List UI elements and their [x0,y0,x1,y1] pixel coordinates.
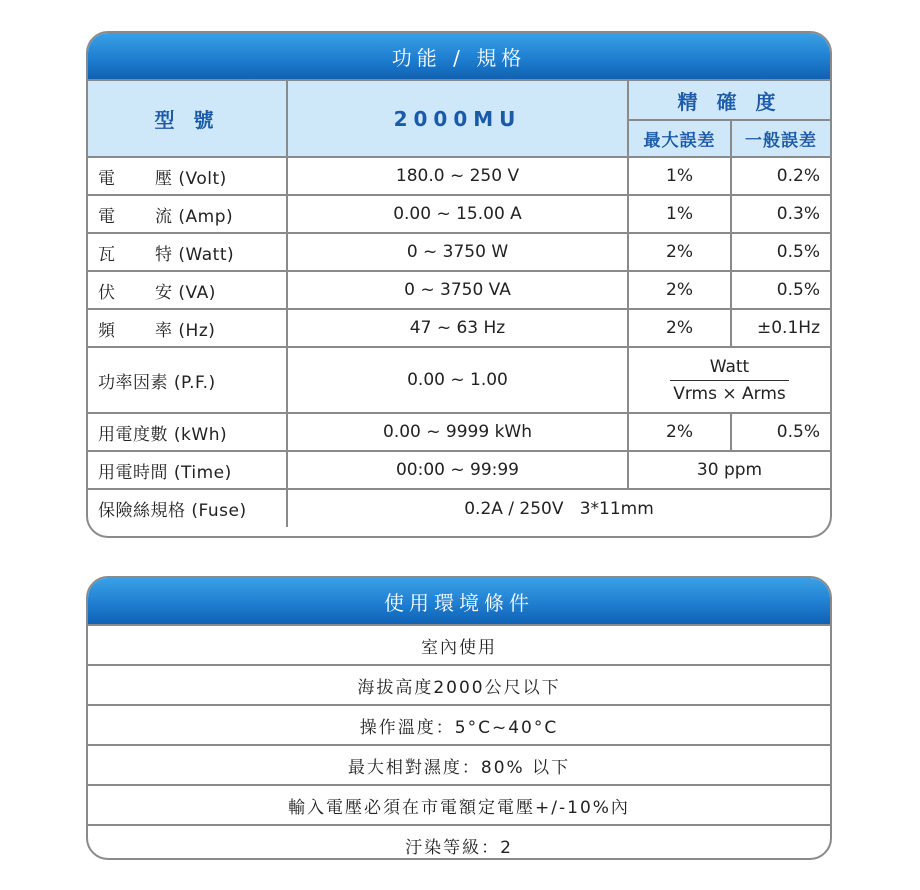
row-label-part: 壓 (Volt) [155,168,227,189]
header-row-1 [88,81,830,120]
spec-panel [86,31,832,538]
row-label-part: 瓦 [98,244,116,265]
range-cell: 47 ~ 63 Hz [287,309,628,347]
environment-item: 輸入電壓必須在市電額定電壓+/-10%內 [88,785,830,825]
pf-range: 0.00 ~ 1.00 [287,347,628,413]
pf-denominator: Vrms × Arms [673,383,786,404]
general-error-cell: 0.5% [731,233,830,271]
range-cell: 0 ~ 3750 VA [287,271,628,309]
accuracy-label: 精 確 度 [628,81,830,120]
spec-title: 功能 / 規格 [88,33,830,81]
pf-formula [628,347,830,413]
environment-title: 使用環境條件 [88,578,830,626]
row-label-part: 電 [98,168,116,189]
environment-panel [86,576,832,860]
list-item [88,785,830,825]
kwh-row [88,413,830,451]
range-cell: 0.00 ~ 15.00 A [287,195,628,233]
fuse-label: 保險絲規格 (Fuse) [88,489,287,527]
environment-item: 操作溫度：5°C~40°C [88,705,830,745]
max-error-cell: 2% [628,271,731,309]
max-error-cell: 1% [628,195,731,233]
kwh-range: 0.00 ~ 9999 kWh [287,413,628,451]
list-item [88,665,830,705]
pf-label: 功率因素 (P.F.) [88,347,287,413]
range-cell: 0 ~ 3750 W [287,233,628,271]
general-error-header: 一般誤差 [731,120,830,157]
environment-item: 室內使用 [88,626,830,665]
environment-item: 海拔高度2000公尺以下 [88,665,830,705]
kwh-label: 用電度數 (kWh) [88,413,287,451]
time-label: 用電時間 (Time) [88,451,287,489]
model-value: 2000MU [287,81,628,157]
table-row [88,195,830,233]
row-label [88,195,287,233]
row-label-part: 安 (VA) [155,282,216,303]
environment-item: 最大相對濕度：80% 以下 [88,745,830,785]
pf-fraction [670,356,789,405]
time-row [88,451,830,489]
pf-row [88,347,830,413]
row-label [88,157,287,195]
general-error-cell: ±0.1Hz [731,309,830,347]
table-row [88,157,830,195]
row-label-part: 特 (Watt) [155,244,235,265]
general-error-cell: 0.2% [731,157,830,195]
general-error-cell: 0.3% [731,195,830,233]
environment-item: 汙染等級：2 [88,825,830,860]
fuse-value: 0.2A / 250V 3*11mm [287,489,830,527]
environment-table [88,626,830,860]
row-label-part: 率 (Hz) [155,320,216,341]
list-item [88,705,830,745]
max-error-header: 最大誤差 [628,120,731,157]
kwh-max-error: 2% [628,413,731,451]
time-accuracy: 30 ppm [628,451,830,489]
spec-table [88,81,830,527]
general-error-cell: 0.5% [731,271,830,309]
list-item [88,825,830,860]
range-cell: 180.0 ~ 250 V [287,157,628,195]
time-range: 00:00 ~ 99:99 [287,451,628,489]
table-row [88,271,830,309]
max-error-cell: 1% [628,157,731,195]
model-label: 型 號 [88,81,287,157]
row-label-part: 流 (Amp) [155,206,234,227]
row-label [88,309,287,347]
pf-numerator: Watt [670,356,789,381]
max-error-cell: 2% [628,233,731,271]
row-label-part: 頻 [98,320,116,341]
row-label [88,271,287,309]
fuse-row [88,489,830,527]
table-row [88,309,830,347]
list-item [88,745,830,785]
row-label [88,233,287,271]
row-label-part: 電 [98,206,116,227]
row-label-part: 伏 [98,282,116,303]
list-item [88,626,830,665]
kwh-general-error: 0.5% [731,413,830,451]
max-error-cell: 2% [628,309,731,347]
table-row [88,233,830,271]
